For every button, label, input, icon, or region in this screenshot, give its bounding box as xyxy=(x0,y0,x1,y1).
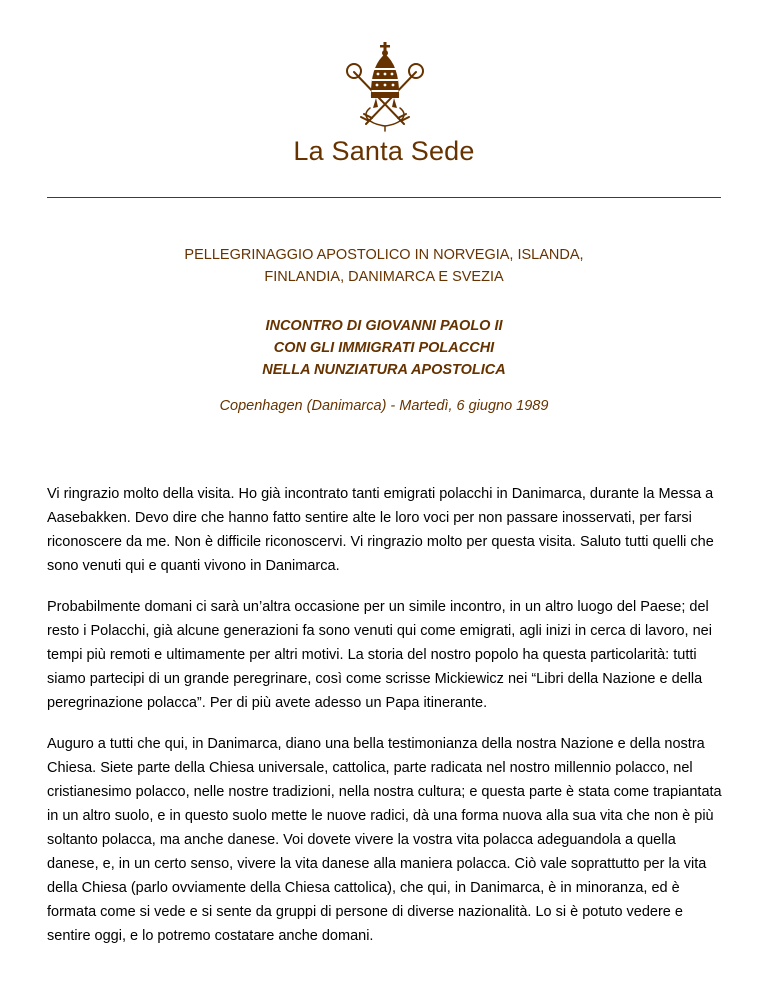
pilgrimage-heading xyxy=(0,244,768,288)
site-title: La Santa Sede xyxy=(293,136,475,166)
papal-coat-of-arms-icon xyxy=(340,38,430,132)
header-divider xyxy=(47,197,721,198)
paragraph: Auguro a tutti che qui, in Danimarca, diano una bella testimonianza della nostra Nazione e della nostra Chiesa. Siete parte della Chiesa universale, cattolica, parte radicata nel nostro millennio polacco, nel cristianesimo polacco, nelle nostre tradizioni, nella nostra cultura; e questa parte è stata come trapiantata in un altro suolo, e in questo suolo mette le nuove radici, dà una forma nuova alla sua vita che non è più soltanto polacca, ma anche danese. Voi dovete vivere la vostra vita polacca adeguandola a quella danese, e, in un certo senso, vivere la vita danese alla maniera polacca. Ciò vale soprattutto per la vita della Chiesa (parlo ovviamente della Chiesa cattolica), che qui, in Danimarca, è in minoranza, ed è formata come si vede e si sente da gruppi di persone di diverse nazionalità. Lo si è potuto vedere e sentire oggi, e lo potremo costatare anche domani. xyxy=(47,736,722,944)
pilgrimage-line-2: FINLANDIA, DANIMARCA E SVEZIA xyxy=(264,269,504,285)
meeting-line-1: INCONTRO DI GIOVANNI PAOLO II xyxy=(265,318,503,334)
place-date: Copenhagen (Danimarca) - Martedì, 6 giugno 1989 xyxy=(219,398,549,414)
meeting-line-3: NELLA NUNZIATURA APOSTOLICA xyxy=(262,362,506,378)
meeting-line-2: CON GLI IMMIGRATI POLACCHI xyxy=(273,340,495,356)
meeting-heading xyxy=(0,315,768,381)
paragraph: Vi ringrazio molto della visita. Ho già incontrato tanti emigrati polacchi in Danimarca, durante la Messa a Aasebakken. Devo dire che hanno fatto sentire alte le loro voci per non passare inosservati, per farsi riconoscere da me. Non è difficile riconoscervi. Vi ringrazio molto per questa visita. Saluto tutti quelli che sono venuti qui e quanti vivono in Danimarca. xyxy=(47,486,714,574)
paragraph: Probabilmente domani ci sarà un’altra occasione per un simile incontro, in un altro luogo del Paese; del resto i Polacchi, già alcune generazioni fa sono venuti qui come emigrati, agli inizi in cerca di lavoro, nei tempi più remoti e ultimamente per altri motivi. La storia del nostro popolo ha questa particolarità: tutti siamo partecipi di un grande peregrinare, così come scrisse Mickiewicz nei “Libri della Nazione e della peregrinazione polacca”. Per di più avete adesso un Papa itinerante. xyxy=(47,599,712,711)
pilgrimage-line-1: PELLEGRINAGGIO APOSTOLICO IN NORVEGIA, ISLANDA, xyxy=(184,247,584,263)
speech-body xyxy=(47,482,727,965)
